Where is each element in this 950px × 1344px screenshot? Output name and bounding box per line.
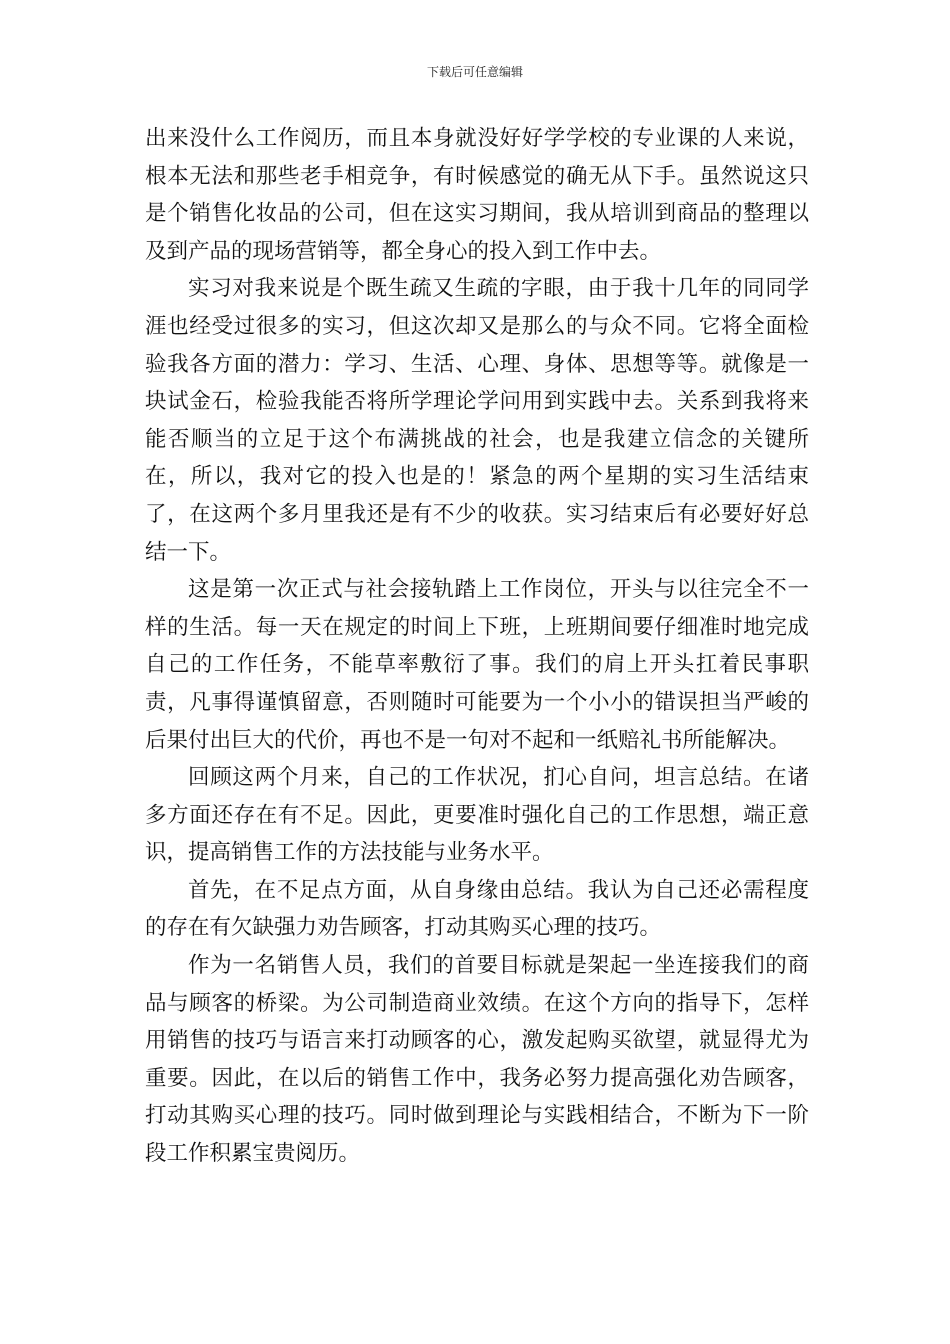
paragraph-4: 回顾这两个月来，自己的工作状况，扪心自问，坦言总结。在诸多方面还存在有不足。因此，更要准时强化自己的工作思想，端正意识，提高销售工作的方法技能与业务水平。 — [145, 765, 809, 866]
paragraph-3: 这是第一次正式与社会接轨踏上工作岗位，开头与以往完全不一样的生活。每一天在规定的时间上下班，上班期间要仔细准时地完成自己的工作任务，不能草率敷衍了事。我们的肩上开头扛着民事职责，凡事得谨慎留意，否则随时可能要为一个小小的错误担当严峻的后果付出巨大的代价，再也不是一句对不起和一纸赔礼书所能解决。 — [145, 577, 809, 753]
document-body — [145, 120, 809, 1173]
page-header: 下载后可任意编辑 — [426, 65, 523, 79]
paragraph-2: 实习对我来说是个既生疏又生疏的字眼，由于我十几年的同同学涯也经受过很多的实习，但这次却又是那么的与众不同。它将全面检验我各方面的潜力：学习、生活、心理、身体、思想等等。就像是一块试金石，检验我能否将所学理论学问用到实践中去。关系到我将来能否顺当的立足于这个布满挑战的社会，也是我建立信念的关键所在，所以，我对它的投入也是的！紧急的两个星期的实习生活结束了，在这两个多月里我还是有不少的收获。实习结束后有必要好好总结一下。 — [145, 276, 809, 565]
paragraph-1: 出来没什么工作阅历，而且本身就没好好学学校的专业课的人来说，根本无法和那些老手相竞争，有时候感觉的确无从下手。虽然说这只是个销售化妆品的公司，但在这实习期间，我从培训到商品的整理以及到产品的现场营销等，都全身心的投入到工作中去。 — [145, 126, 809, 264]
paragraph-6: 作为一名销售人员，我们的首要目标就是架起一坐连接我们的商品与顾客的桥梁。为公司制造商业效绩。在这个方向的指导下，怎样用销售的技巧与语言来打动顾客的心，激发起购买欲望，就显得尤为重要。因此，在以后的销售工作中，我务必努力提高强化劝告顾客，打动其购买心理的技巧。同时做到理论与实践相结合，不断为下一阶段工作积累宝贵阅历。 — [145, 953, 809, 1167]
paragraph-5: 首先，在不足点方面，从自身缘由总结。我认为自己还必需程度的存在有欠缺强力劝告顾客，打动其购买心理的技巧。 — [145, 877, 809, 941]
